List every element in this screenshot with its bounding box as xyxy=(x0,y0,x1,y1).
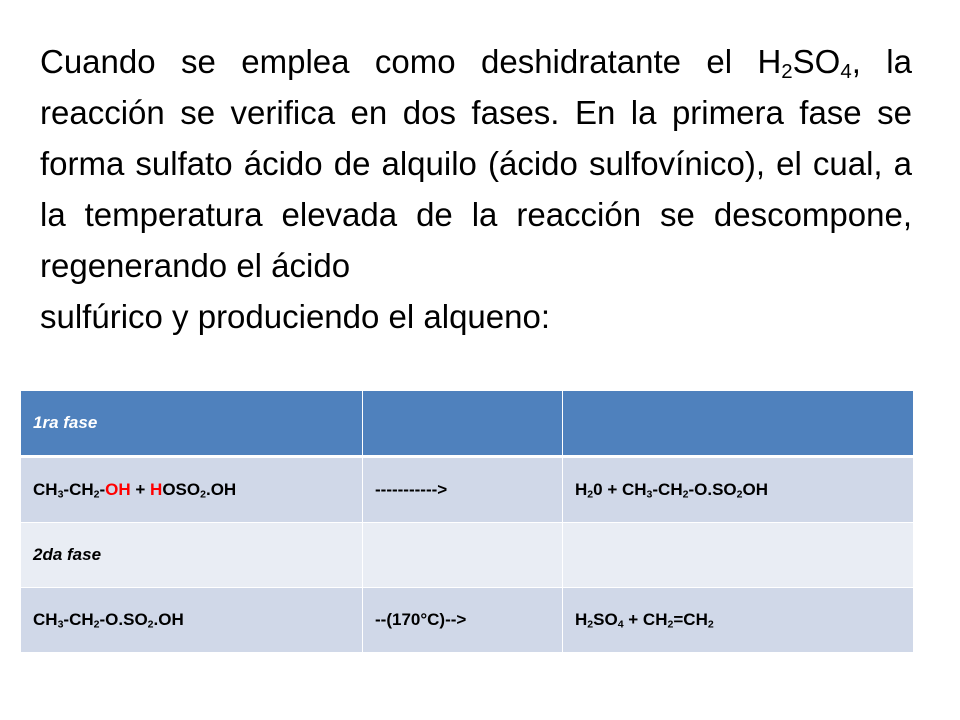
arrow-cell: --(170°C)--> xyxy=(363,588,563,653)
highlight-oh: OH xyxy=(105,480,131,499)
paragraph-last-line: sulfúrico y produciendo el alqueno: xyxy=(40,298,551,335)
subscript: 4 xyxy=(840,60,852,84)
arrow-cell: -----------> xyxy=(363,457,563,523)
table-row xyxy=(21,457,914,523)
paragraph-text-3: , la reacción se verifica en dos fases. En la primera fase se forma sulfato ácido de alquilo (ácido sulfovínico), el cual, a la temperatura elevada de la reacción se descompone, regenerando el ácido xyxy=(40,43,912,284)
subscript: 2 xyxy=(781,60,793,84)
highlight-h: H xyxy=(150,480,163,499)
phase-two-label: 2da fase xyxy=(21,523,363,588)
reactant-cell: $CH_3-CH_2-OH$ + $HOSO_2.OH$ xyxy=(21,457,363,523)
product-cell: $H_20 + CH_3-CH_2-O.SO_2OH$ xyxy=(563,457,914,523)
paragraph-text-2: SO xyxy=(792,43,841,80)
reaction-table xyxy=(20,390,914,653)
header-cell xyxy=(563,391,914,457)
reactant-cell: $CH_3-CH_2-O.SO_2.OH$ xyxy=(21,588,363,653)
paragraph-text-1: Cuando se emplea como deshidratante el H xyxy=(40,43,782,80)
product-cell: $H_2SO_4 + CH_2=CH_2$ xyxy=(563,588,914,653)
table-header-row xyxy=(21,391,914,457)
table-row xyxy=(21,523,914,588)
intro-paragraph xyxy=(40,36,912,342)
empty-cell xyxy=(563,523,914,588)
phase-one-label: 1ra fase xyxy=(21,391,363,457)
table-row xyxy=(21,588,914,653)
empty-cell xyxy=(363,523,563,588)
header-cell xyxy=(363,391,563,457)
